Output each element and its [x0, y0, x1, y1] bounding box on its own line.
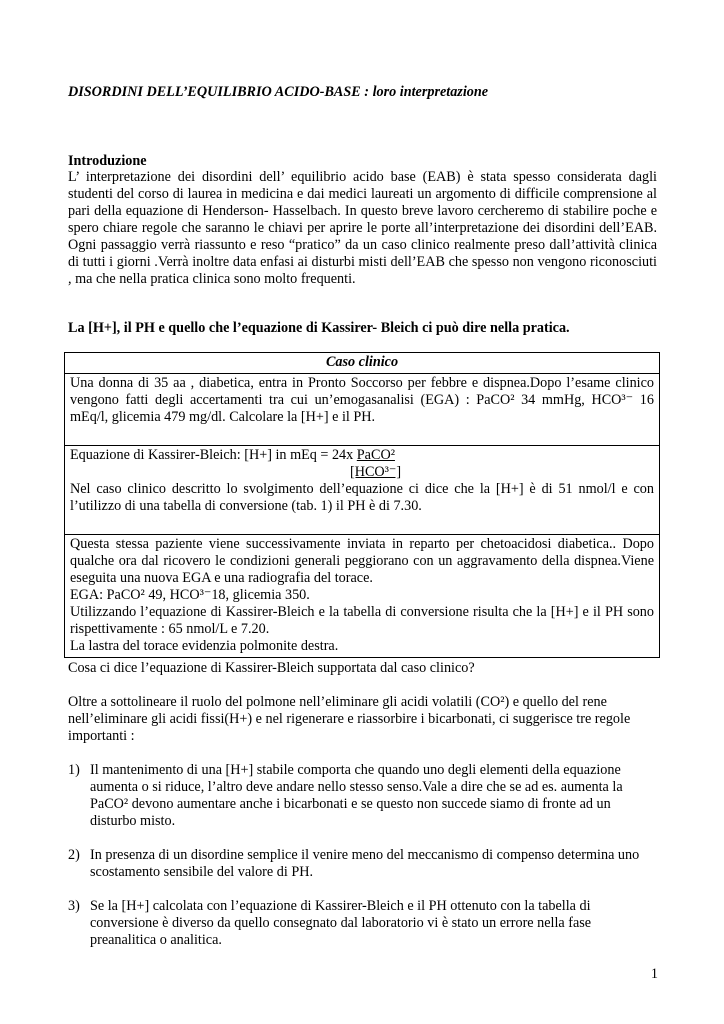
intro-heading: Introduzione [68, 153, 147, 169]
case-followup-4: La lastra del torace evidenzia polmonite destra. [70, 638, 339, 654]
rule-number: 1) [68, 762, 80, 778]
rule-number: 3) [68, 898, 80, 914]
document-title: DISORDINI DELL’EQUILIBRIO ACIDO-BASE : loro interpretazione [68, 84, 489, 100]
case-box [64, 352, 660, 658]
case-followup-cell [65, 535, 660, 658]
rules-intro-paragraph: Oltre a sottolineare il ruolo del polmone nell’eliminare gli acidi volatili (CO²) e quello del rene nell’eliminare gli acidi fissi(H+) e nel rigenerare e riassorbire i bicarbonati, ci suggerisce tre regole importanti : [68, 694, 631, 744]
rule-number: 2) [68, 847, 80, 863]
page-number: 1 [650, 966, 658, 982]
rule-item [68, 847, 654, 881]
case-followup-1: Questa stessa paziente viene successivamente inviata in reparto per chetoacidosi diabetica.. Dopo qualche ora dal ricovero le condizioni generali peggiorano con un aggravamento della dispnea.Viene eseguita una nuova EGA e una radiografia del torace. [70, 536, 654, 586]
case-followup-2: EGA: PaCO² 49, HCO³⁻18, glicemia 350. [70, 587, 310, 603]
question-text: Cosa ci dice l’equazione di Kassirer-Bleich supportata dal caso clinico? [68, 660, 475, 676]
case-text-1: Una donna di 35 aa , diabetica, entra in Pronto Soccorso per febbre e dispnea.Dopo l’esame clinico vengono fatti degli accertamenti tra cui un’emogasanalisi (EGA) : PaCO² 34 mmHg, HCO³⁻ 16 mEq/l, glicemia 479 mg/dl. Calcolare la [H+] e il PH. [70, 375, 654, 425]
equation-numerator: PaCO² [356, 447, 395, 463]
case-box-header: Caso clinico [65, 353, 660, 374]
equation-prefix: Equazione di Kassirer-Bleich: [H+] in mEq = 24x [70, 447, 357, 463]
section-heading: La [H+], il PH e quello che l’equazione di Kassirer- Bleich ci può dire nella pratica. [68, 320, 570, 336]
rule-item [68, 762, 654, 830]
rule-text: Il mantenimento di una [H+] stabile comporta che quando uno degli elementi della equazione aumenta o si riduce, l’altro deve andare nello stesso senso.Vale a dire che se ad es. aumenta la PaCO² devono aumentare anche i bicarbonati e se questo non succede siamo di fronte ad un disturbo misto. [90, 762, 623, 829]
rule-text: Se la [H+] calcolata con l’equazione di Kassirer-Bleich e il PH ottenuto con la tabella di conversione è diverso da quello consegnato dal laboratorio vi è stato un errore nella fase preanalitica o analitica. [90, 898, 592, 948]
intro-paragraph: L’ interpretazione dei disordini dell’ equilibrio acido base (EAB) è stata spesso considerata dagli studenti del corso di laurea in medicina e dai medici laureati un argomento di difficile comprensione al pari della equazione di Henderson- Hasselbach. In questo breve lavoro cercheremo di stabilire poche e spero chiare regole che saranno le chiavi per aprire le porte all’interpretazione dei disordini dell’EAB. Ogni passaggio verrà riassunto e reso “pratico” da un caso clinico realmente preso dall’attività clinica di tutti i giorni .Verrà inoltre data enfasi ai disturbi misti dell’EAB che spesso non vengono riconosciuti , ma che nella pratica clinica sono molto frequenti. [68, 169, 657, 287]
equation-denominator: [HCO³⁻] [350, 464, 402, 480]
case-followup-3: Utilizzando l’equazione di Kassirer-Bleich e la tabella di conversione risulta che la [H+] e il PH sono rispettivamente : 65 nmol/L e 7.20. [70, 604, 654, 637]
equation-explanation: Nel caso clinico descritto lo svolgimento dell’equazione ci dice che la [H+] è di 51 nmol/l e con l’utilizzo di una tabella di conversione (tab. 1) il PH è di 7.30. [70, 481, 654, 514]
case-description [65, 374, 660, 446]
rules-list [68, 762, 654, 966]
rule-item [68, 898, 654, 949]
equation-cell [65, 446, 660, 535]
rule-text: In presenza di un disordine semplice il venire meno del meccanismo di compenso determina uno scostamento sensibile del valore di PH. [90, 847, 640, 880]
equation [70, 447, 654, 481]
